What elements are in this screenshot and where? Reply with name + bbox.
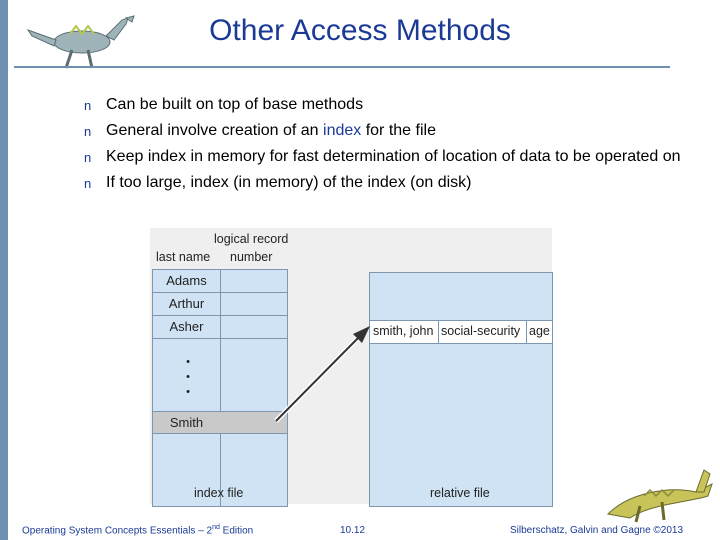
- index-name: Adams: [166, 273, 207, 288]
- footer-book-title-prefix: Operating System Concepts Essentials – 2: [22, 525, 213, 536]
- slide-title: Other Access Methods: [209, 14, 511, 47]
- ellipsis-dot: •: [186, 371, 190, 383]
- record-field-name: smith, john: [373, 324, 434, 338]
- header-number: number: [230, 250, 273, 264]
- bullet-marker: n: [84, 176, 92, 191]
- relative-file-caption: relative file: [430, 486, 490, 500]
- header-logical-record: logical record: [214, 232, 289, 246]
- bullet-text-pre: General involve creation of an: [106, 122, 324, 139]
- bullet-item: [84, 122, 684, 140]
- footer-book-title-suffix: Edition: [219, 525, 254, 536]
- footer-authors: Silberschatz, Galvin and Gagne ©2013: [510, 525, 684, 536]
- pointer-arrow-icon: [150, 228, 560, 508]
- keyword-index: index: [323, 122, 362, 139]
- ellipsis-dot: •: [186, 386, 190, 398]
- bullet-item: [84, 148, 684, 166]
- index-name: Asher: [169, 319, 204, 334]
- dinosaur-logo-top-icon: [22, 4, 142, 70]
- index-name: Arthur: [168, 296, 205, 311]
- bullet-marker: n: [84, 124, 92, 139]
- header-last-name: last name: [156, 250, 211, 264]
- footer-book-title-sup: nd: [212, 523, 220, 531]
- left-accent-bar: [0, 0, 8, 540]
- bullet-marker: n: [84, 98, 92, 113]
- ellipsis-dot: •: [186, 356, 190, 368]
- dinosaur-logo-bottom-icon: [600, 462, 716, 524]
- bullet-marker: n: [84, 150, 92, 165]
- bullet-item: [84, 96, 684, 114]
- bullet-text-post: for the file: [361, 122, 436, 139]
- bullet-list: [84, 96, 684, 200]
- index-file-diagram: [150, 228, 560, 508]
- record-field-ssn: social-security: [441, 324, 521, 338]
- index-name-highlighted: Smith: [169, 415, 204, 430]
- title-divider: [14, 66, 670, 68]
- footer-page-number: 10.12: [340, 525, 366, 536]
- index-file-caption: index file: [194, 486, 244, 500]
- bullet-text: If too large, index (in memory) of the index (on disk): [106, 174, 472, 191]
- bullet-text: Keep index in memory for fast determination of location of data to be operated on: [106, 148, 681, 165]
- footer-book-title: [22, 524, 253, 536]
- record-field-age: age: [529, 324, 550, 338]
- bullet-text: Can be built on top of base methods: [106, 96, 364, 113]
- bullet-item: [84, 174, 684, 192]
